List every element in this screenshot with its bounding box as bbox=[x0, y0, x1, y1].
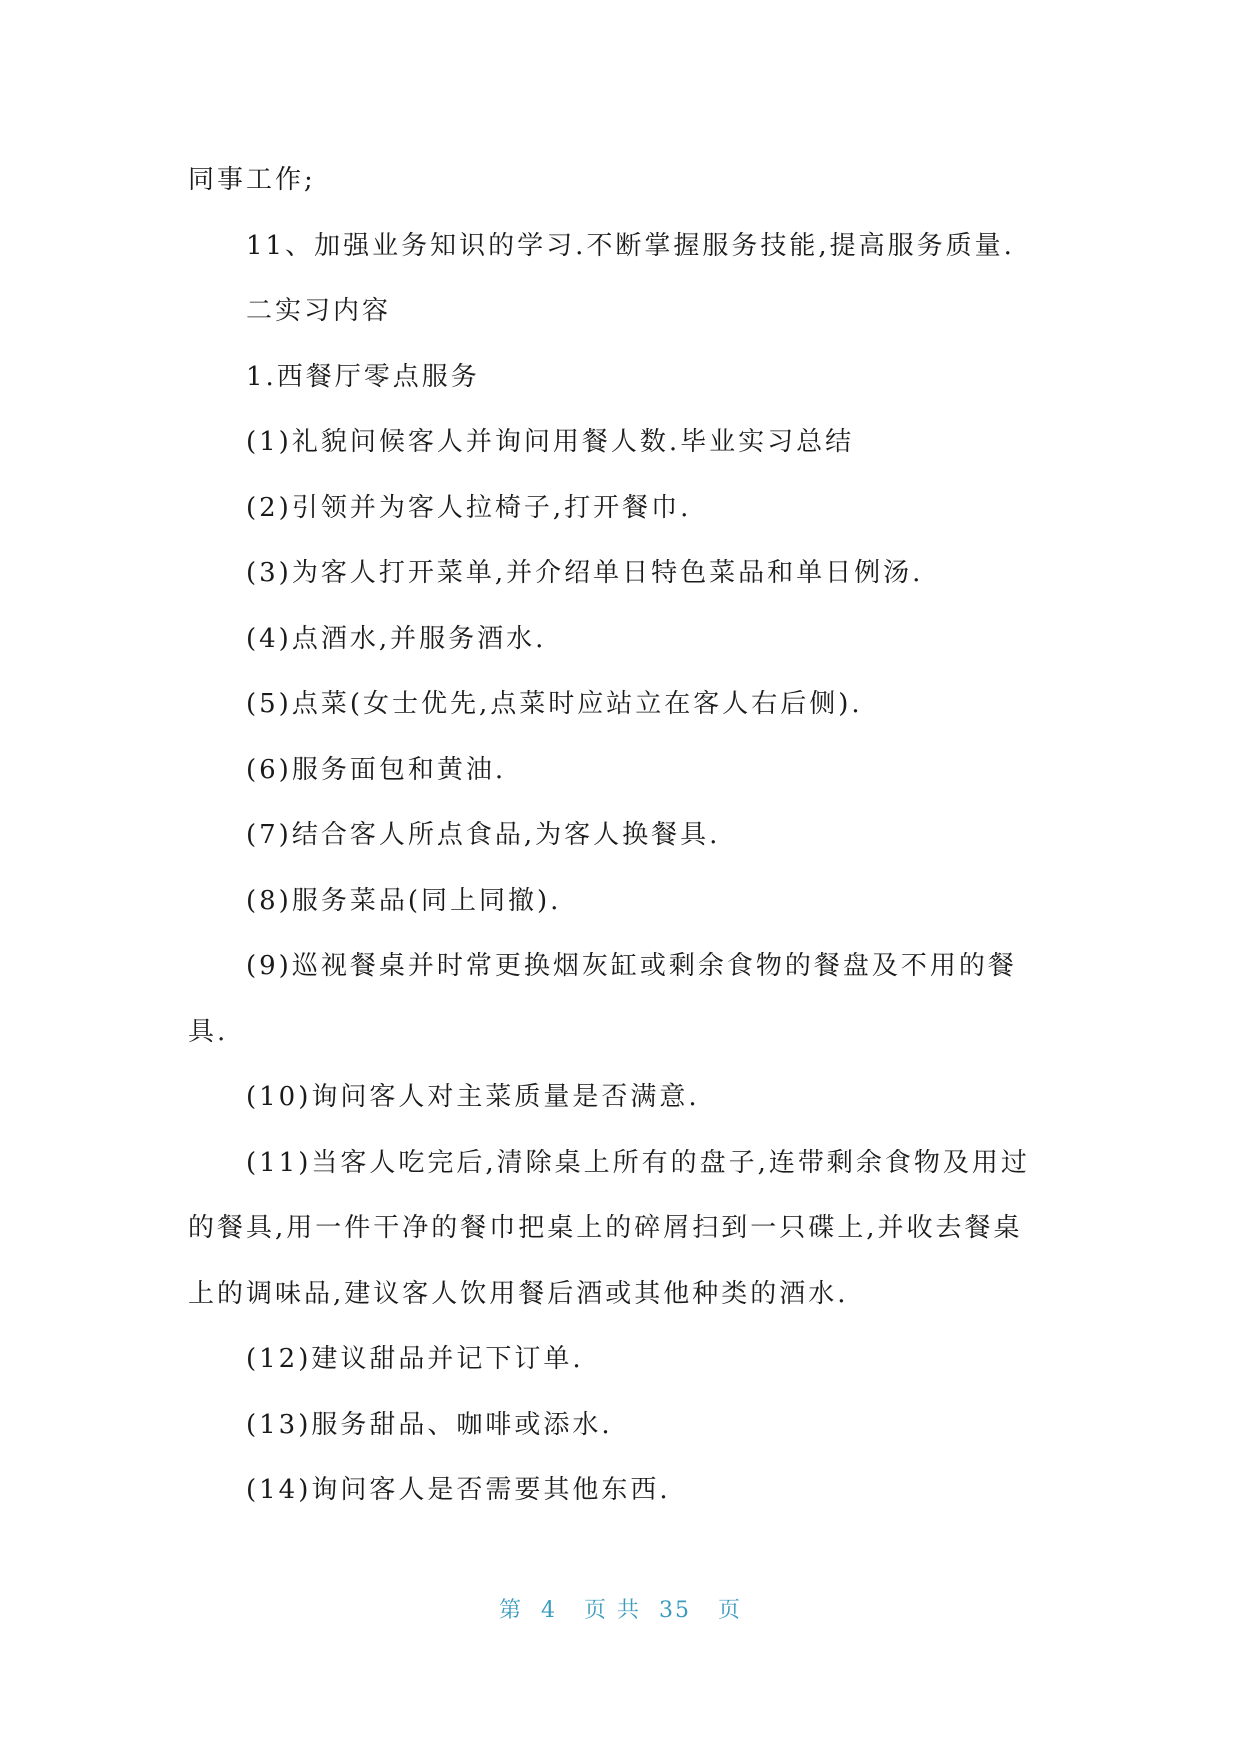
list-item: (6)服务面包和黄油. bbox=[246, 755, 507, 785]
list-item: (10)询问客人对主菜质量是否满意. bbox=[246, 1082, 700, 1112]
subsection-heading: 1.西餐厅零点服务 bbox=[246, 362, 480, 392]
page-number-footer: 第 4 页 共 35 页 bbox=[499, 1598, 742, 1623]
text-line: 同事工作; bbox=[188, 165, 316, 195]
list-item: (5)点菜(女士优先,点菜时应站立在客人右后侧). bbox=[246, 689, 863, 719]
list-item: (3)为客人打开菜单,并介绍单日特色菜品和单日例汤. bbox=[246, 558, 924, 588]
list-item-continuation: 上的调味品,建议客人饮用餐后酒或其他种类的酒水. bbox=[188, 1279, 849, 1309]
list-item: (7)结合客人所点食品,为客人换餐具. bbox=[246, 820, 721, 850]
section-heading: 二实习内容 bbox=[246, 296, 392, 326]
list-item: (4)点酒水,并服务酒水. bbox=[246, 624, 547, 654]
list-item: (9)巡视餐桌并时常更换烟灰缸或剩余食物的餐盘及不用的餐 bbox=[246, 951, 1017, 981]
list-item: (14)询问客人是否需要其他东西. bbox=[246, 1475, 671, 1505]
list-item-continuation: 具. bbox=[188, 1017, 229, 1047]
list-item: (1)礼貌问候客人并询问用餐人数.毕业实习总结 bbox=[246, 427, 855, 457]
list-item: (13)服务甜品、咖啡或添水. bbox=[246, 1410, 613, 1440]
list-item: (2)引领并为客人拉椅子,打开餐巾. bbox=[246, 493, 692, 523]
text-line: 11、加强业务知识的学习.不断掌握服务技能,提高服务质量. bbox=[246, 231, 1015, 261]
list-item: (8)服务菜品(同上同撤). bbox=[246, 886, 562, 916]
list-item: (11)当客人吃完后,清除桌上所有的盘子,连带剩余食物及用过 bbox=[246, 1148, 1030, 1178]
list-item-continuation: 的餐具,用一件干净的餐巾把桌上的碎屑扫到一只碟上,并收去餐桌 bbox=[188, 1213, 1023, 1243]
list-item: (12)建议甜品并记下订单. bbox=[246, 1344, 584, 1374]
